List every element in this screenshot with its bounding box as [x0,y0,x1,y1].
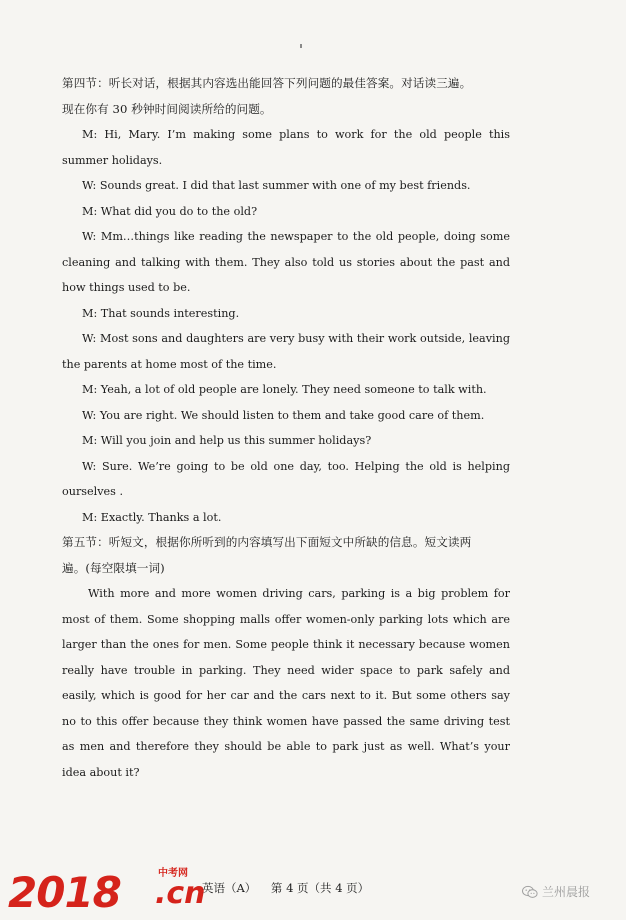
dialogue-line: W: Mm…things like reading the newspaper to the old people, doing some cleaning and talking with them. They also told us stories about the past and how things used to be. [62,230,510,294]
dialogue-line: W: Most sons and daughters are very busy with their work outside, leaving the parents at home most of the time. [62,332,510,371]
dialogue-line: W: Sounds great. I did that last summer with one of my best friends. [82,179,471,192]
wechat-icon [522,885,538,899]
dialogue-line: M: What did you do to the old? [82,204,258,218]
section5-heading-line1: 第五节：听短文，根据你所听到的内容填写出下面短文中所缺的信息。短文读两 [62,535,472,549]
dialogue-line: M: Hi, Mary. I’m making some plans to work for the old people this summer holidays. [62,128,510,167]
dialogue-line: M: Yeah, a lot of old people are lonely. They need someone to talk with. [82,383,487,396]
document-body [62,71,510,785]
dialogue-line: M: Exactly. Thanks a lot. [82,510,222,524]
wechat-account-name: 兰州晨报 [542,885,591,899]
logo-year: 2018 [8,868,121,917]
scan-mark [300,44,302,48]
section5-heading-line2: 遍。(每空限填一词) [62,560,165,575]
dialogue-line: W: You are right. We should listen to them and take good care of them. [82,408,485,422]
page-footer [0,862,626,920]
section4-heading-line1: 第四节：听长对话，根据其内容选出能回答下列问题的最佳答案。对话读三遍。 [62,76,472,90]
passage-paragraph: With more and more women driving cars, parking is a big problem for most of them. Some shopping malls offer women-only parking lots which are larger than the ones for men. Some people think it necessary because women really have trouble in parking. They need wider space to park safely and easily, which is good for her car and the cars next to it. But some others say no to this offer because they think women have passed the same driving test as men and therefore they should be able to park just as well. What’s your idea about it? [62,587,510,779]
page-number-text: 英语（A） 第 4 页（共 4 页） [202,881,370,895]
dialogue-line: W: Sure. We’re going to be old one day, too. Helping the old is helping ourselves . [62,459,510,498]
wechat-watermark [522,883,590,900]
logo-site-name: 中考网 [158,868,188,879]
section4-heading-line2: 现在你有 30 秒钟时间阅读所给的问题。 [62,101,272,116]
dialogue-line: M: That sounds interesting. [82,306,240,320]
logo-domain: .cn [155,876,206,911]
dialogue-line: M: Will you join and help us this summer holidays? [82,434,372,447]
